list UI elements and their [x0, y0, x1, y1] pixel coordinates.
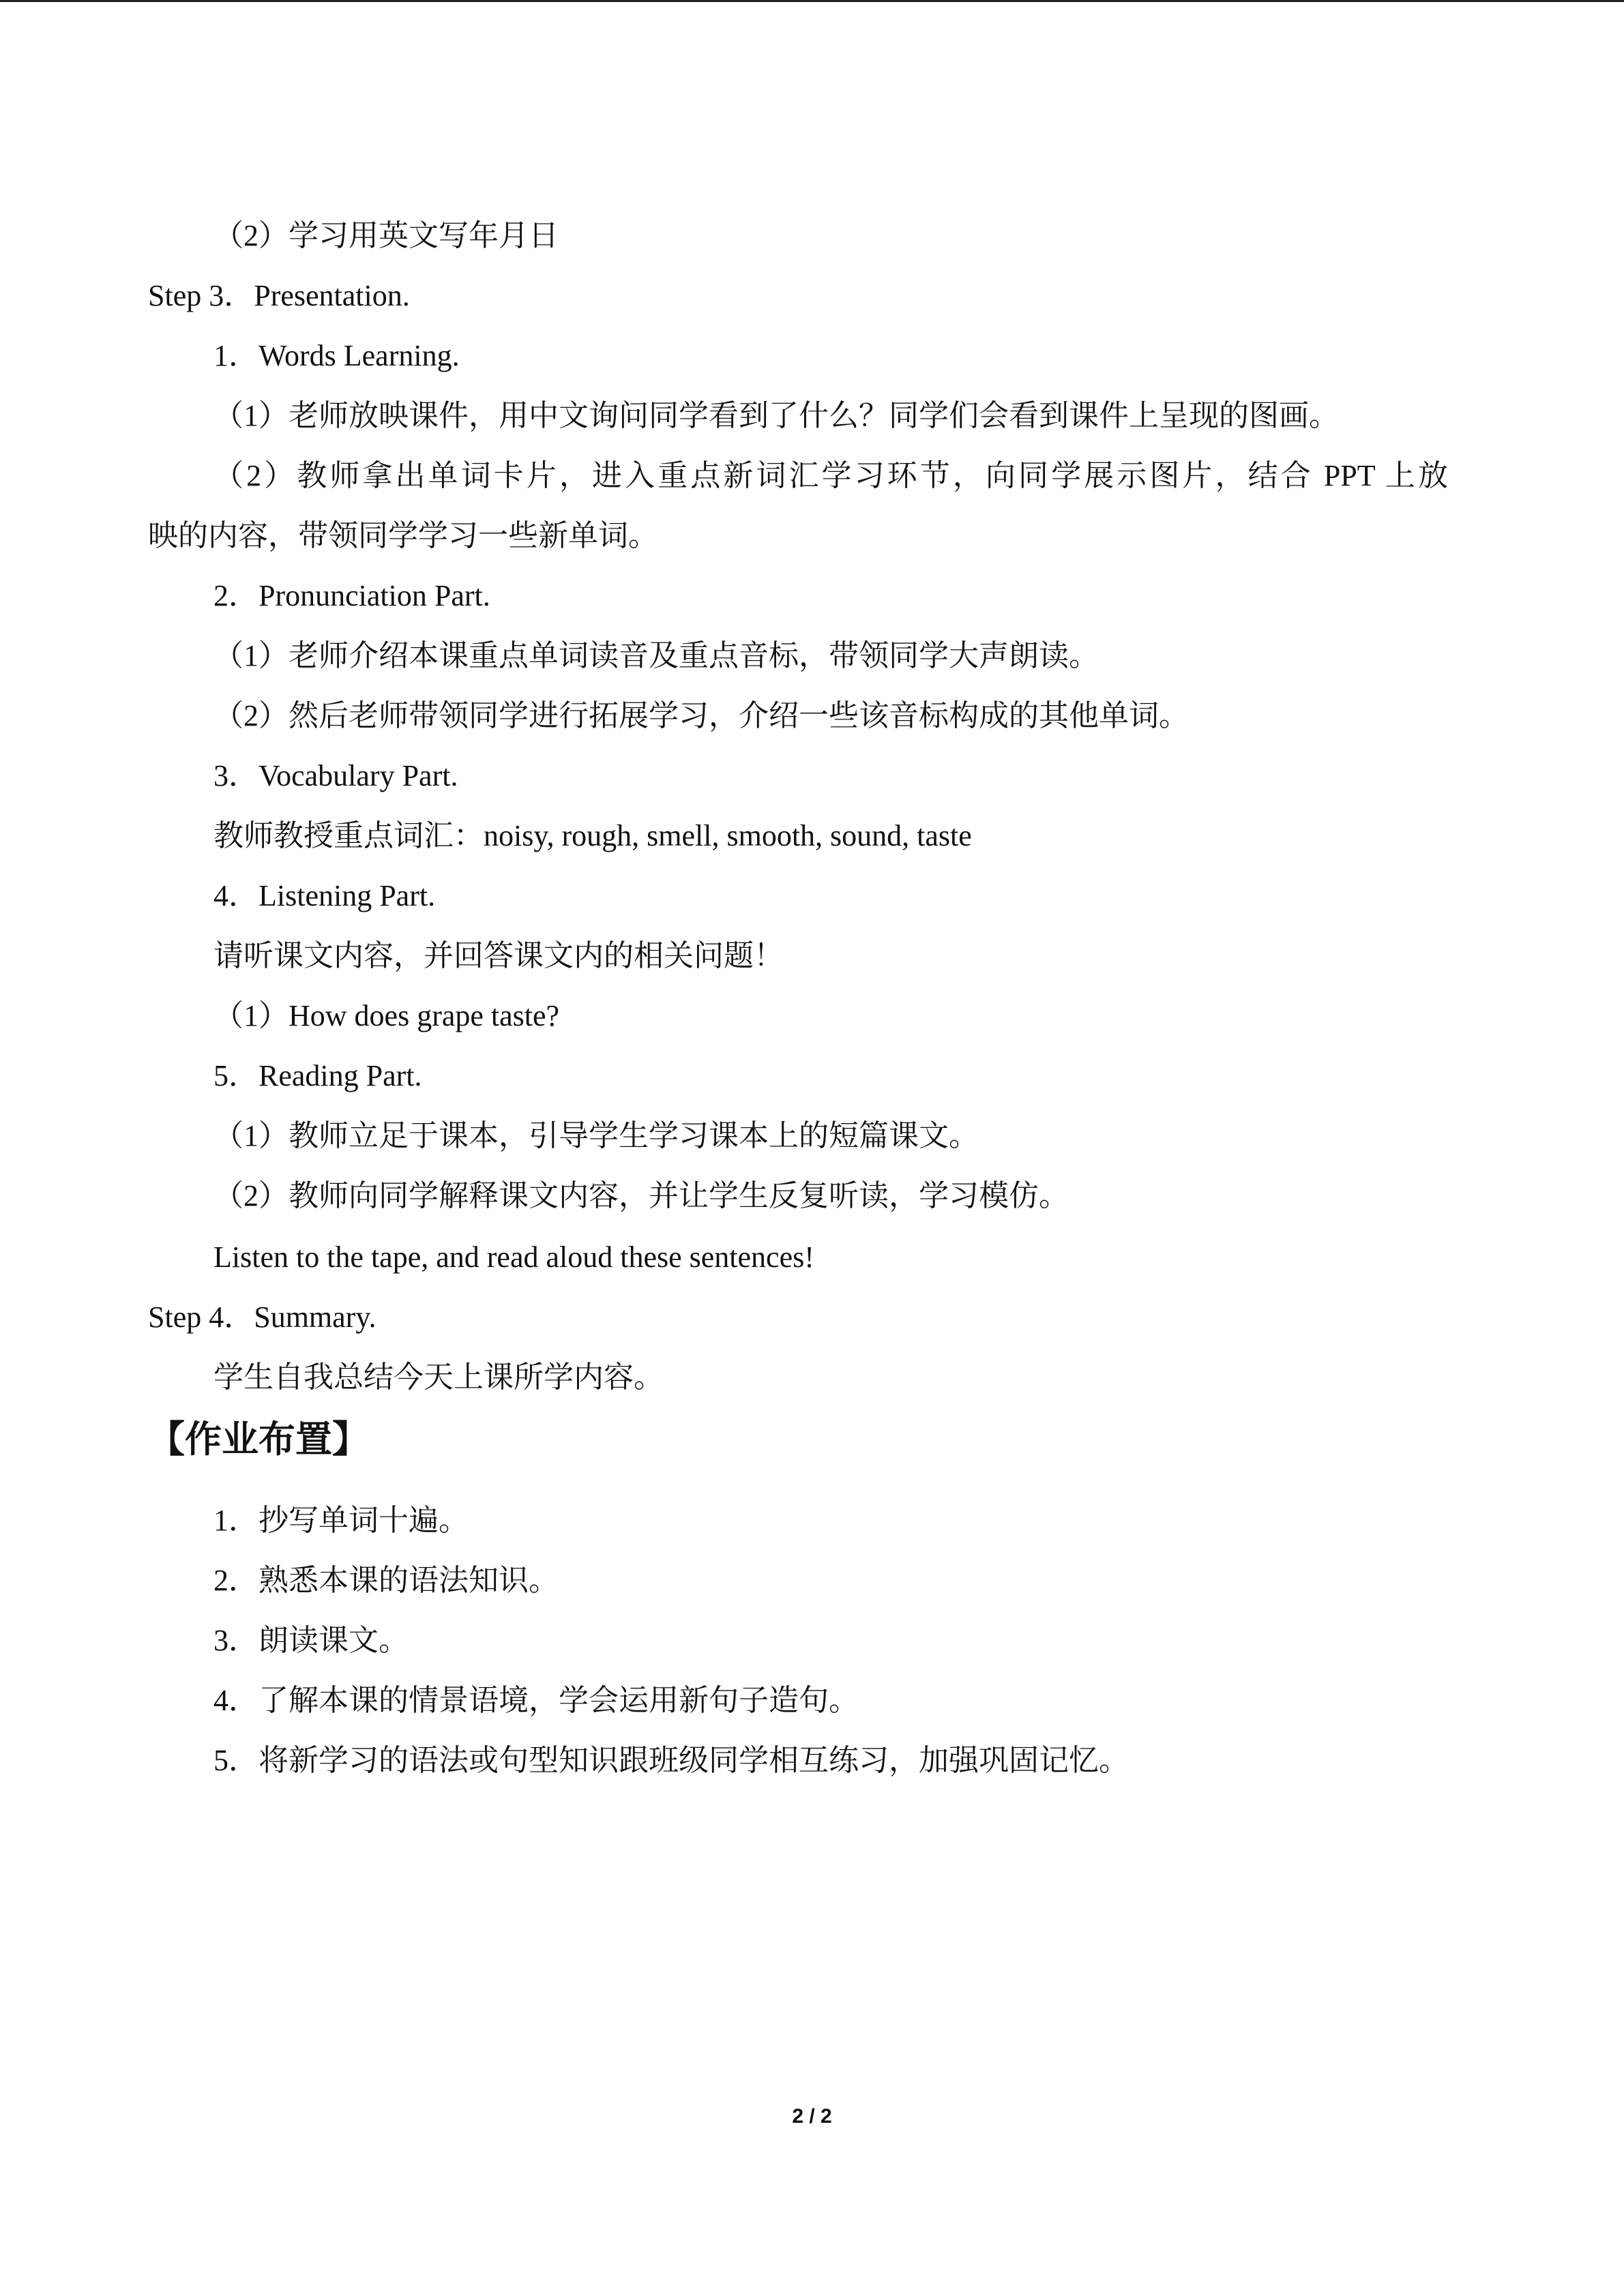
homework-heading: 【作业布置】	[148, 1418, 369, 1461]
section-words-learning: 1．Words Learning.	[213, 339, 460, 372]
listening-question: （1）How does grape taste?	[213, 999, 560, 1032]
homework-item: 3．朗读课文。	[213, 1624, 409, 1657]
section-listening-part: 4．Listening Part.	[213, 879, 436, 912]
homework-item: 4．了解本课的情景语境，学会运用新句子造句。	[213, 1684, 859, 1717]
text-line: （2）学习用英文写年月日	[213, 219, 559, 252]
text-line: （2）教师拿出单词卡片，进入重点新词汇学习环节，向同学展示图片，结合 PPT 上放	[213, 459, 1448, 492]
top-border-line	[0, 0, 1624, 2]
step-3-heading: Step 3．Presentation.	[148, 279, 410, 312]
homework-item: 2．熟悉本课的语法知识。	[213, 1564, 559, 1597]
homework-item: 5．将新学习的语法或句型知识跟班级同学相互练习，加强巩固记忆。	[213, 1744, 1129, 1777]
section-vocabulary-part: 3．Vocabulary Part.	[213, 759, 458, 792]
page-number: 2 / 2	[792, 2105, 832, 2128]
section-pronunciation-part: 2．Pronunciation Part.	[213, 579, 490, 612]
text-line: 请听课文内容，并回答课文内的相关问题！	[213, 939, 784, 972]
text-line: 学生自我总结今天上课所学内容。	[213, 1360, 664, 1394]
vocabulary-list: 教师教授重点词汇：noisy, rough, smell, smooth, sound, taste	[213, 819, 972, 852]
text-line: （1）老师介绍本课重点单词读音及重点音标，带领同学大声朗读。	[213, 639, 1099, 672]
text-line: （1）教师立足于课本，引导学生学习课本上的短篇课文。	[213, 1119, 979, 1152]
text-line: 映的内容，带领同学学习一些新单词。	[148, 519, 658, 552]
step-4-heading: Step 4．Summary.	[148, 1300, 377, 1334]
text-line: （2）教师向同学解释课文内容，并让学生反复听读，学习模仿。	[213, 1179, 1069, 1212]
text-line: （2）然后老师带领同学进行拓展学习，介绍一些该音标构成的其他单词。	[213, 699, 1189, 732]
text-line: Listen to the tape, and read aloud these sentences!	[213, 1240, 814, 1274]
text-line: （1）老师放映课件，用中文询问同学看到了什么？同学们会看到课件上呈现的图画。	[213, 399, 1339, 432]
section-reading-part: 5．Reading Part.	[213, 1059, 422, 1092]
homework-item: 1．抄写单词十遍。	[213, 1504, 469, 1537]
